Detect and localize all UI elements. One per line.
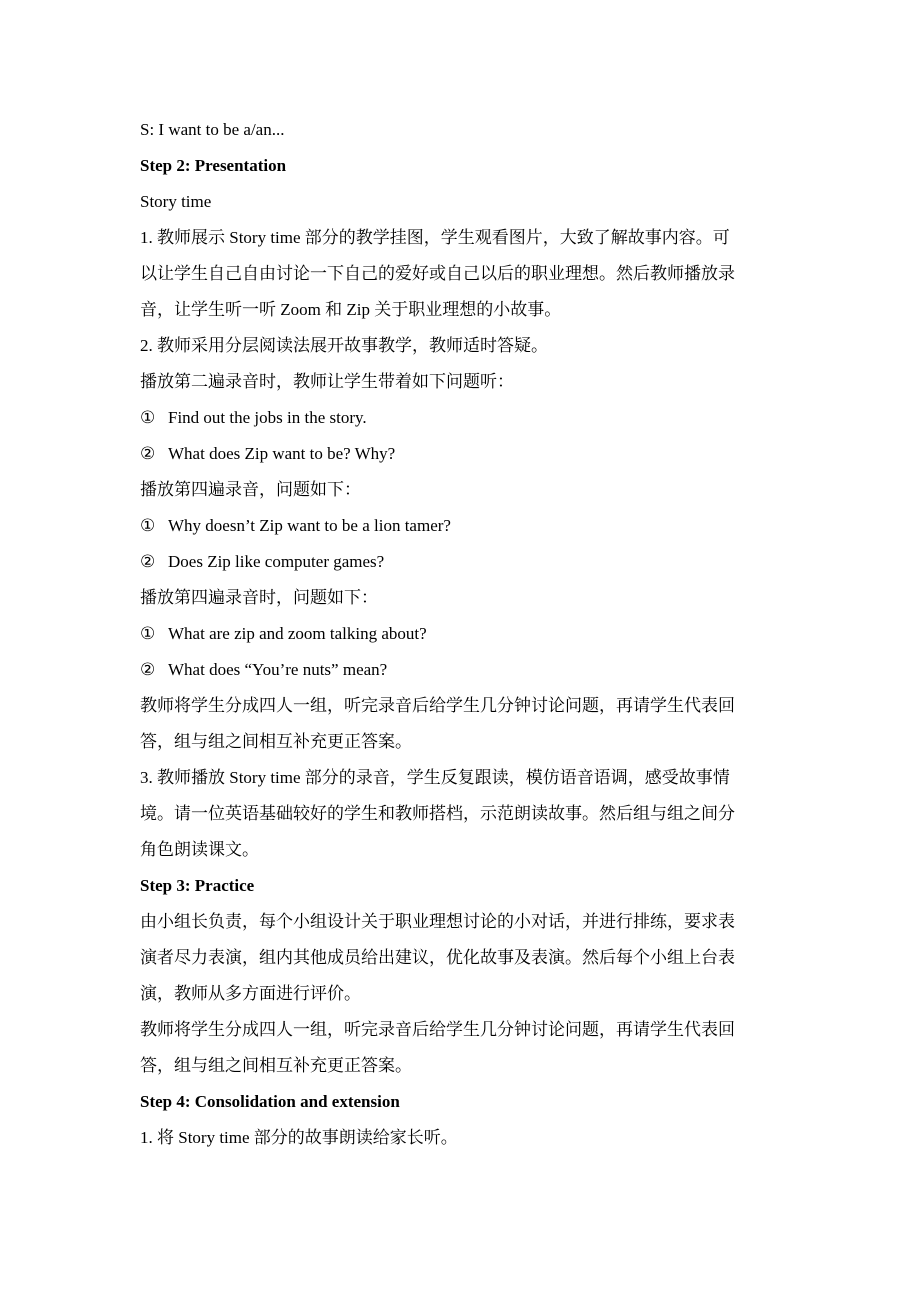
paragraph-3-line-2: 境。请一位英语基础较好的学生和教师搭档，示范朗读故事。然后组与组之间分 [140, 804, 735, 823]
practice-group-line-2: 答，组与组之间相互补充更正答案。 [140, 1056, 412, 1075]
circled-number-2: ② [140, 444, 156, 463]
paragraph-3-line-1: 3. 教师播放 Story time 部分的录音，学生反复跟读，模仿语音语调，感受故事情 [140, 768, 730, 787]
question-item [140, 616, 786, 652]
circled-number-2: ② [140, 552, 156, 571]
paragraph-3-line-3: 角色朗读课文。 [140, 840, 259, 859]
circled-number-2: ② [140, 660, 156, 679]
fourth-listening-intro: 播放第四遍录音，问题如下： [140, 480, 361, 499]
practice-line-3: 演，教师从多方面进行评价。 [140, 984, 361, 1003]
question-text: Find out the jobs in the story. [168, 408, 367, 427]
circled-number-1: ① [140, 624, 156, 643]
question-text: What does Zip want to be? Why? [168, 444, 396, 463]
group-discussion-line-2: 答，组与组之间相互补充更正答案。 [140, 732, 412, 751]
question-text: Why doesn’t Zip want to be a lion tamer? [168, 516, 451, 535]
question-text: What are zip and zoom talking about? [168, 624, 427, 643]
step3-heading: Step 3: Practice [140, 876, 255, 895]
step4-line-1: 1. 将 Story time 部分的故事朗读给家长听。 [140, 1128, 458, 1147]
document-page [140, 112, 786, 1156]
circled-number-1: ① [140, 408, 156, 427]
question-item [140, 652, 786, 688]
group-discussion-line-1: 教师将学生分成四人一组，听完录音后给学生几分钟讨论问题，再请学生代表回 [140, 696, 735, 715]
step4-heading: Step 4: Consolidation and extension [140, 1092, 400, 1111]
sentence-pattern: S: I want to be a/an... [140, 120, 285, 139]
question-text: What does “You’re nuts” mean? [168, 660, 388, 679]
paragraph-1-line-1: 1. 教师展示 Story time 部分的教学挂图，学生观看图片，大致了解故事内容。可 [140, 228, 730, 247]
paragraph-2-line-1: 2. 教师采用分层阅读法展开故事教学，教师适时答疑。 [140, 336, 548, 355]
question-item [140, 400, 786, 436]
practice-line-2: 演者尽力表演，组内其他成员给出建议，优化故事及表演。然后每个小组上台表 [140, 948, 735, 967]
practice-group-line-1: 教师将学生分成四人一组，听完录音后给学生几分钟讨论问题，再请学生代表回 [140, 1020, 735, 1039]
second-listening-intro: 播放第二遍录音时，教师让学生带着如下问题听： [140, 372, 514, 391]
fourth-listening-intro-2: 播放第四遍录音时，问题如下： [140, 588, 378, 607]
question-item [140, 508, 786, 544]
practice-line-1: 由小组长负责，每个小组设计关于职业理想讨论的小对话，并进行排练，要求表 [140, 912, 735, 931]
step2-heading: Step 2: Presentation [140, 156, 287, 175]
paragraph-1-line-3: 音，让学生听一听 Zoom 和 Zip 关于职业理想的小故事。 [140, 300, 562, 319]
question-text: Does Zip like computer games? [168, 552, 385, 571]
story-time-label: Story time [140, 192, 212, 211]
question-item [140, 436, 786, 472]
paragraph-1-line-2: 以让学生自己自由讨论一下自己的爱好或自己以后的职业理想。然后教师播放录 [140, 264, 735, 283]
question-item [140, 544, 786, 580]
circled-number-1: ① [140, 516, 156, 535]
